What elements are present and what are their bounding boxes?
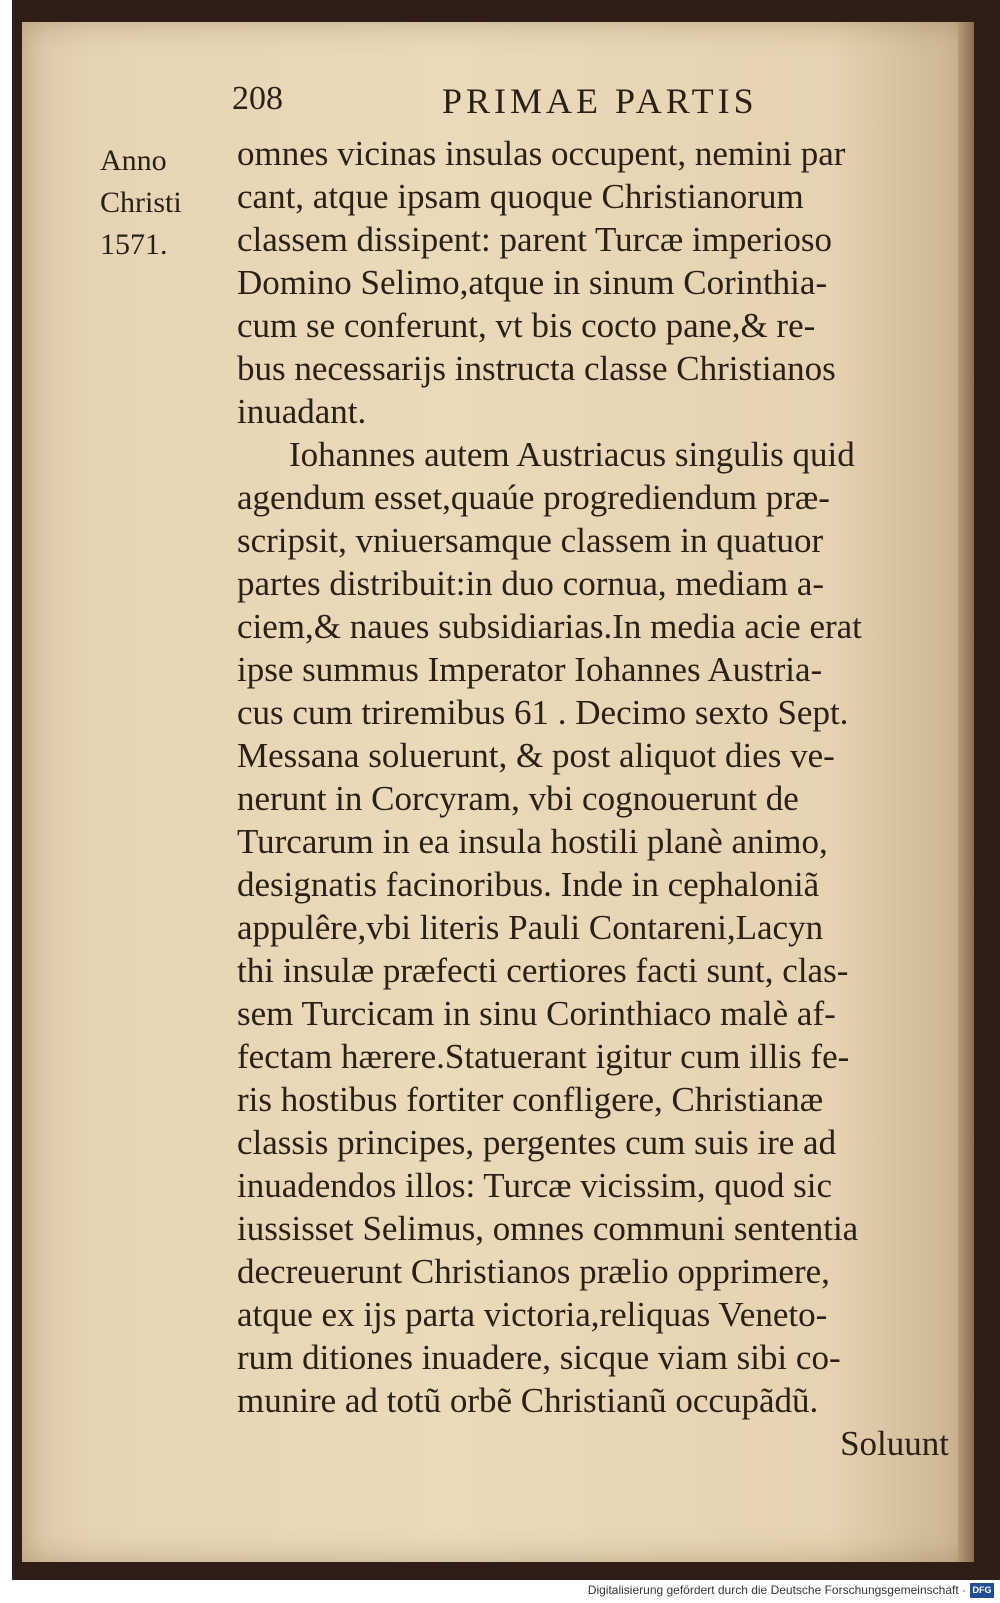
digitization-footer: [0, 1580, 1000, 1603]
text-line: rum ditiones inuadere, sicque viam sibi co-: [237, 1338, 841, 1377]
text-line: omnes vicinas insulas occupent, nemini par: [237, 134, 846, 173]
text-line: decreuerunt Christianos prælio opprimere,: [237, 1252, 830, 1291]
text-line: thi insulæ præfecti certiores facti sunt, clas-: [237, 951, 849, 990]
text-line: bus necessarijs instructa classe Christianos: [237, 349, 836, 388]
text-line: inuadendos illos: Turcæ vicissim, quod sic: [237, 1166, 833, 1205]
margin-note-line: Anno: [100, 144, 167, 177]
margin-note-line: 1571.: [100, 228, 168, 261]
text-line: appulêre,vbi literis Pauli Contareni,Lacyn: [237, 908, 824, 947]
dfg-logo: DFG: [970, 1583, 994, 1598]
text-line: designatis facinoribus. Inde in cephaloniã: [237, 865, 820, 904]
margin-note: [100, 140, 220, 266]
text-line: ris hostibus fortiter confligere, Christianæ: [237, 1080, 824, 1119]
text-line: classis principes, pergentes cum suis ire ad: [237, 1123, 837, 1162]
page-spine-edge: [958, 22, 974, 1562]
text-line: partes distribuit:in duo cornua, mediam a-: [237, 564, 825, 603]
running-title: PRIMAE PARTIS: [442, 81, 758, 121]
text-line: iussisset Selimus, omnes communi sententia: [237, 1209, 859, 1248]
text-line: Messana soluerunt, & post aliquot dies ve-: [237, 736, 835, 775]
body-text: [237, 132, 949, 1465]
text-line: Turcarum in ea insula hostili planè animo,: [237, 822, 828, 861]
page-header: [22, 80, 974, 130]
margin-note-line: Christi: [100, 186, 182, 219]
text-line: cum se conferunt, vt bis cocto pane,& re-: [237, 306, 816, 345]
text-line: atque ex ijs parta victoria,reliquas Veneto-: [237, 1295, 828, 1334]
book-page: [22, 22, 974, 1562]
text-line: Iohannes autem Austriacus singulis quid: [289, 435, 855, 474]
text-line: cant, atque ipsam quoque Christianorum: [237, 177, 804, 216]
text-line: classem dissipent: parent Turcæ imperioso: [237, 220, 832, 259]
text-line: fectam hærere.Statuerant igitur cum illis fe-: [237, 1037, 850, 1076]
text-line: nerunt in Corcyram, vbi cognouerunt de: [237, 779, 799, 818]
text-line: Domino Selimo,atque in sinum Corinthia-: [237, 263, 828, 302]
text-line: ciem,& naues subsidiarias.In media acie erat: [237, 607, 862, 646]
text-line: munire ad totũ orbẽ Christianũ occupãdũ.: [237, 1381, 819, 1420]
text-line: scripsit, vniuersamque classem in quatuor: [237, 521, 824, 560]
catchword: Soluunt: [840, 1424, 949, 1463]
text-line: cus cum triremibus 61 . Decimo sexto Sept.: [237, 693, 849, 732]
footer-credit: Digitalisierung gefördert durch die Deutsche Forschungsgemeinschaft ·: [587, 1583, 966, 1597]
text-line: sem Turcicam in sinu Corinthiaco malè af-: [237, 994, 836, 1033]
text-line: inuadant.: [237, 392, 367, 431]
page-number: 208: [232, 80, 283, 117]
text-line: ipse summus Imperator Iohannes Austria-: [237, 650, 823, 689]
text-line: agendum esset,quaúe progrediendum præ-: [237, 478, 830, 517]
